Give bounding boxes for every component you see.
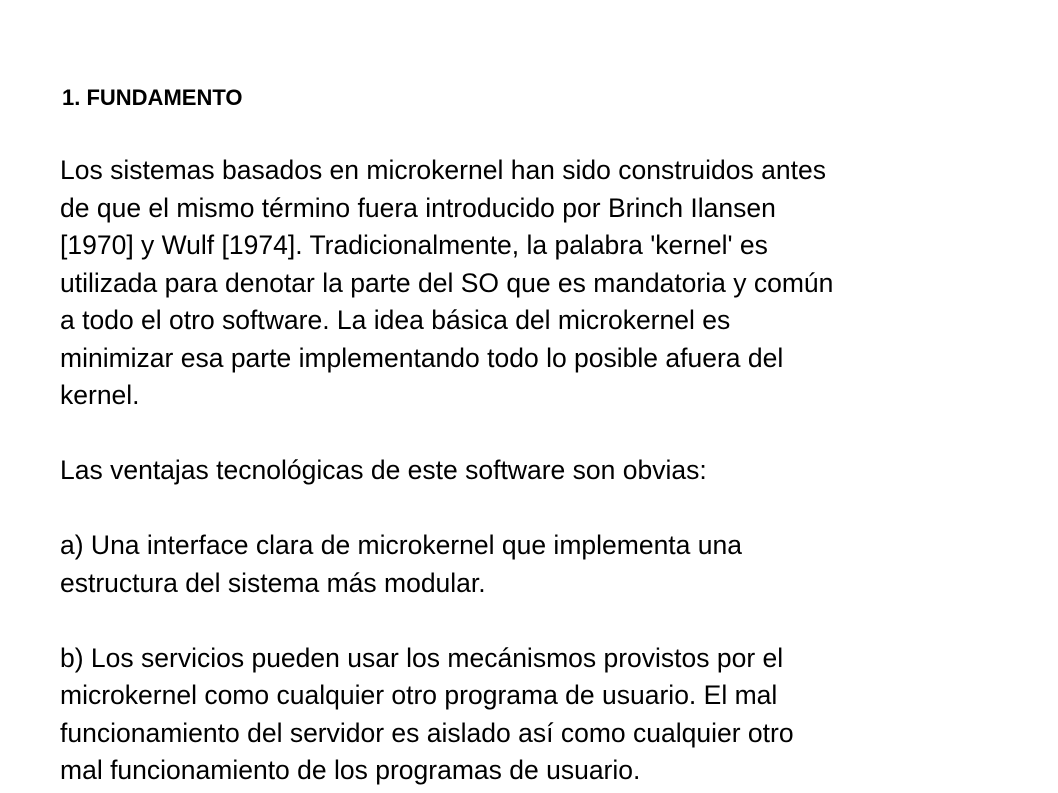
paragraph-spacer: [60, 490, 1000, 528]
paragraph-intro: [60, 152, 1000, 415]
paragraph-line: Los sistemas basados en microkernel han sido construidos antes: [60, 155, 826, 185]
list-item-a: [60, 527, 1000, 602]
paragraph-line: funcionamiento del servidor es aislado así como cualquier otro: [60, 717, 794, 748]
paragraph-line: de que el mismo término fuera introducido por Brinch Ilansen: [60, 192, 776, 223]
paragraph-line: utilizada para denotar la parte del SO que es mandatoria y común: [60, 267, 834, 298]
paragraph-line: a todo el otro software. La idea básica del microkernel es: [60, 305, 731, 335]
list-item-b: [60, 640, 1000, 790]
paragraph-line: kernel.: [60, 380, 140, 410]
document-body: [60, 152, 1000, 790]
paragraph-line: [1970] y Wulf [1974]. Tradicionalmente, la palabra 'kernel' es: [60, 230, 768, 260]
paragraph-spacer: [60, 602, 1000, 640]
paragraph-line: b) Los servicios pueden usar los mecánismos provistos por el: [60, 642, 784, 673]
paragraph-line: microkernel como cualquier otro programa de usuario. El mal: [60, 680, 778, 710]
section-heading: 1. FUNDAMENTO: [62, 85, 243, 110]
paragraph-advantages: [60, 452, 1000, 490]
paragraph-line: Las ventajas tecnológicas de este software son obvias:: [60, 455, 707, 485]
paragraph-line: minimizar esa parte implementando todo lo posible afuera del: [60, 342, 784, 373]
paragraph-line: estructura del sistema más modular.: [60, 567, 486, 598]
paragraph-spacer: [60, 415, 1000, 453]
paragraph-line: a) Una interface clara de microkernel que implementa una: [60, 530, 742, 560]
paragraph-line: mal funcionamiento de los programas de usuario.: [60, 755, 641, 785]
